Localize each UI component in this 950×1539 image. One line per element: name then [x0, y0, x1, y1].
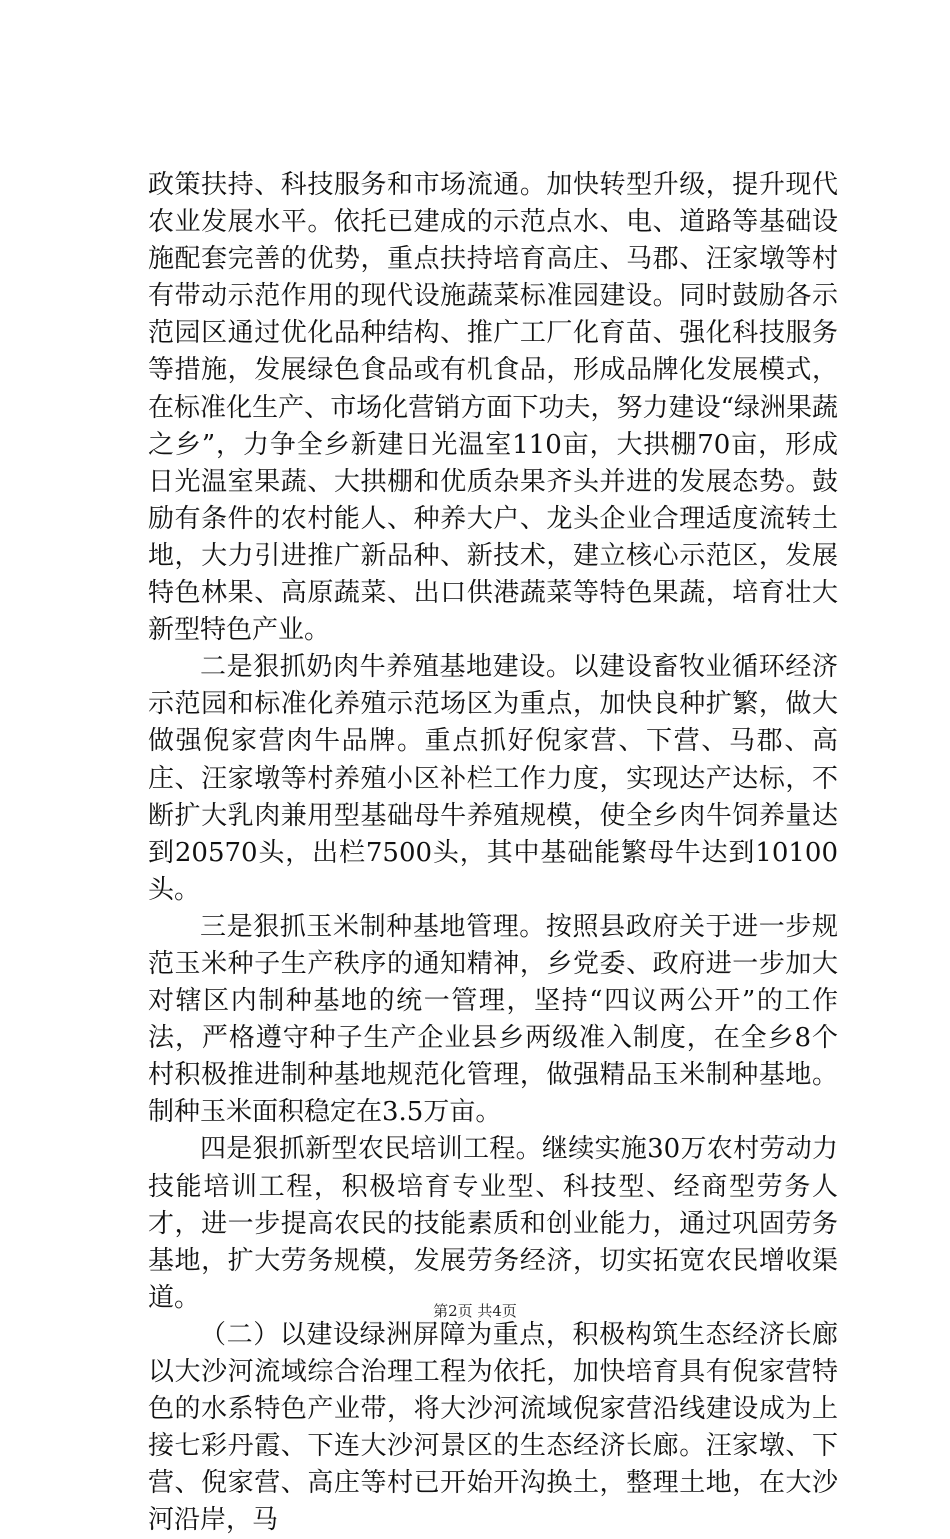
paragraph-dairy-beef: 二是狠抓奶肉牛养殖基地建设。以建设畜牧业循环经济示范园和标准化养殖示范场区为重点，加快良种扩繁，做大做强倪家营肉牛品牌。重点抓好倪家营、下营、马郡、高庄、汪家墩等村养殖小区补栏工作力度，实现达产达标，不断扩大乳肉兼用型基础母牛养殖规模，使全乡肉牛饲养量达到20570头，出栏7500头，其中基础能繁母牛达到10100头。: [148, 652, 838, 905]
paragraph-oasis-barrier: （二）以建设绿洲屏障为重点，积极构筑生态经济长廊以大沙河流域综合治理工程为依托，加快培育具有倪家营特色的水系特色产业带，将大沙河流域倪家营沿线建设成为上接七彩丹霞、下连大沙河景区的生态经济长廊。汪家墩、下营、倪家营、高庄等村已开始开沟换土，整理土地，在大沙河沿岸，马: [148, 1319, 838, 1536]
paragraph-farmer-training: 四是狠抓新型农民培训工程。继续实施30万农村劳动力技能培训工程，积极培育专业型、科技型、经商型劳务人才，进一步提高农民的技能素质和创业能力，通过巩固劳务基地，扩大劳务规模，发展劳务经济，切实拓宽农民增收渠道。: [148, 1134, 838, 1313]
document-body: [148, 167, 838, 1539]
paragraph-continued: 政策扶持、科技服务和市场流通。加快转型升级，提升现代农业发展水平。依托已建成的示范点水、电、道路等基础设施配套完善的优势，重点扶持培育高庄、马郡、汪家墩等村有带动示范作用的现代设施蔬菜标准园建设。同时鼓励各示范园区通过优化品种结构、推广工厂化育苗、强化科技服务等措施，发展绿色食品或有机食品，形成品牌化发展模式，在标准化生产、市场化营销方面下功夫，努力建设“绿洲果蔬之乡”，力争全乡新建日光温室110亩，大拱棚70亩，形成日光温室果蔬、大拱棚和优质杂果齐头并进的发展态势。鼓励有条件的农村能人、种养大户、龙头企业合理适度流转土地，大力引进推广新品种、新技术，建立核心示范区，发展特色林果、高原蔬菜、出口供港蔬菜等特色果蔬，培育壮大新型特色产业。: [148, 170, 838, 646]
paragraph-corn-seed: 三是狠抓玉米制种基地管理。按照县政府关于进一步规范玉米种子生产秩序的通知精神，乡党委、政府进一步加大对辖区内制种基地的统一管理，坚持“四议两公开”的工作法，严格遵守种子生产企业县乡两级准入制度，在全乡8个村积极推进制种基地规范化管理，做强精品玉米制种基地。制种玉米面积稳定在3.5万亩。: [148, 911, 838, 1128]
page-footer: 第2页 共4页: [433, 1302, 517, 1320]
